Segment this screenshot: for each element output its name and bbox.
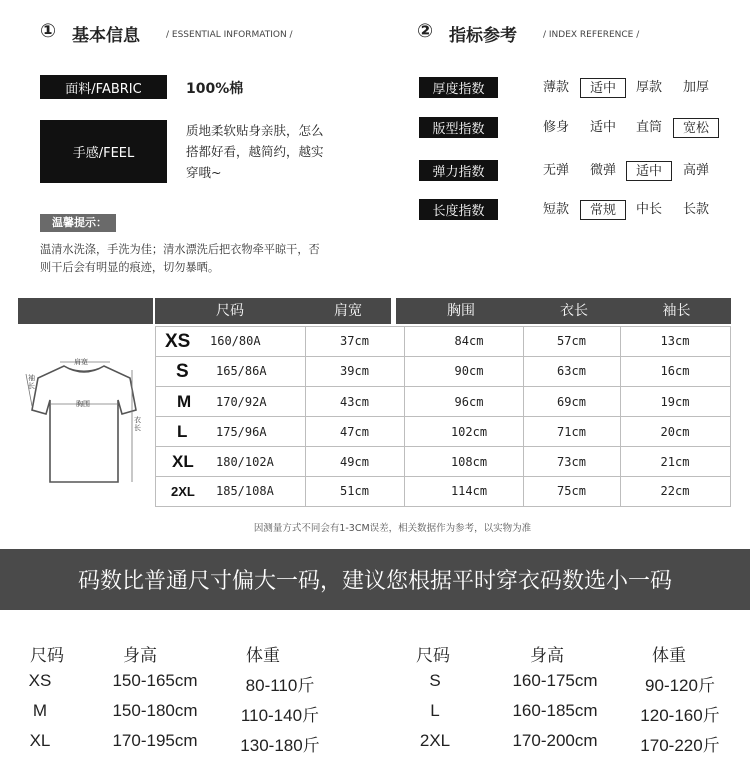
shoulder-value: 43cm <box>340 395 369 409</box>
size-code: 160/80A <box>210 334 261 348</box>
recommend-height: 170-195cm <box>112 731 198 750</box>
chest-value: 84cm <box>454 334 484 348</box>
diagram-label-sleeve: 袖长 <box>28 374 35 390</box>
table-rule <box>155 326 731 327</box>
recommend-header-height: 身高 <box>123 646 157 665</box>
index-option: 薄款 <box>542 80 569 95</box>
section2-subtitle: / INDEX REFERENCE / <box>543 30 640 40</box>
size-code: 170/92A <box>216 395 267 409</box>
table-rule <box>155 326 156 506</box>
index-option: 中长 <box>635 202 662 217</box>
recommend-height: 170-200cm <box>512 731 598 750</box>
recommend-height: 150-165cm <box>112 671 198 690</box>
size-code: 165/86A <box>216 364 267 378</box>
diagram-label-length: 衣长 <box>134 416 141 432</box>
index-label-thickness: 厚度指数 <box>419 77 498 98</box>
shoulder-value: 47cm <box>340 425 369 439</box>
size-label: M <box>177 392 192 411</box>
recommend-size: 2XL <box>419 731 451 750</box>
header-chest: 胸围 <box>447 303 475 319</box>
index-option-selected: 适中 <box>580 78 626 98</box>
index-label-fit: 版型指数 <box>419 117 498 138</box>
table-header-right <box>396 298 731 324</box>
index-option: 直筒 <box>635 120 662 135</box>
recommend-header-weight: 体重 <box>246 646 280 665</box>
index-option: 厚款 <box>635 80 662 95</box>
table-rule <box>730 326 731 506</box>
shoulder-value: 49cm <box>340 455 369 469</box>
length-value: 75cm <box>557 484 586 498</box>
header-shoulder: 肩宽 <box>334 303 362 319</box>
table-rule <box>155 386 731 387</box>
table-header-left <box>155 298 391 324</box>
recommend-header-size: 尺码 <box>30 646 64 665</box>
measurement-note: 因测量方式不同会有1-3CM误差，相关数据作为参考，以实物为准 <box>253 523 532 534</box>
table-rule <box>620 326 621 506</box>
header-sleeve: 袖长 <box>662 303 691 319</box>
size-advice-banner: 码数比普通尺寸偏大一码，建议您根据平时穿衣码数选小一码 <box>0 549 750 610</box>
size-label: XL <box>172 452 194 471</box>
tips-text <box>40 241 320 277</box>
index-option: 加厚 <box>682 80 709 95</box>
recommend-size: M <box>32 701 48 720</box>
recommend-weight: 80-110斤 <box>245 676 315 695</box>
tips-line-2: 则干后会有明显的痕迹，切勿暴晒。 <box>40 261 220 274</box>
length-value: 57cm <box>557 334 586 348</box>
recommend-header-size: 尺码 <box>416 646 450 665</box>
diagram-label-shoulder: 肩宽 <box>74 358 88 366</box>
table-rule <box>523 326 524 506</box>
recommend-size: S <box>429 671 441 690</box>
recommend-header-weight: 体重 <box>652 646 686 665</box>
recommend-weight: 120-160斤 <box>640 706 720 725</box>
index-option: 适中 <box>589 120 616 135</box>
feel-label: 手感/FEEL <box>40 120 167 183</box>
recommend-weight: 130-180斤 <box>240 736 320 755</box>
size-label: S <box>176 361 189 382</box>
recommend-height: 160-185cm <box>512 701 598 720</box>
feel-line-1: 质地柔软贴身亲肤，怎么 <box>186 123 324 138</box>
section2-title: 指标参考 <box>449 26 517 46</box>
index-option-selected: 宽松 <box>673 118 719 138</box>
table-rule <box>155 416 731 417</box>
recommend-height: 160-175cm <box>512 671 598 690</box>
recommend-size: L <box>430 701 440 720</box>
index-option-selected: 常规 <box>580 200 626 220</box>
fabric-value: 100%棉 <box>186 81 244 97</box>
shoulder-value: 51cm <box>340 484 369 498</box>
size-label: 2XL <box>171 484 195 499</box>
recommend-size: XS <box>28 671 52 690</box>
recommend-height: 150-180cm <box>112 701 198 720</box>
table-rule <box>404 326 405 506</box>
length-value: 71cm <box>557 425 586 439</box>
table-rule <box>305 326 306 506</box>
chest-value: 114cm <box>450 484 488 498</box>
size-label: L <box>177 422 188 441</box>
feel-description <box>186 120 324 183</box>
size-code: 185/108A <box>216 484 274 498</box>
sleeve-value: 13cm <box>660 334 690 348</box>
chest-value: 102cm <box>450 425 488 439</box>
recommend-header-height: 身高 <box>530 646 564 665</box>
chest-value: 108cm <box>450 455 488 469</box>
sleeve-value: 21cm <box>660 455 690 469</box>
section1-number: ① <box>40 20 57 42</box>
table-rule <box>155 476 731 477</box>
sleeve-value: 19cm <box>660 395 690 409</box>
section1-subtitle: / ESSENTIAL INFORMATION / <box>166 30 293 40</box>
fabric-label: 面料/FABRIC <box>40 75 167 99</box>
tshirt-diagram <box>18 344 148 494</box>
table-rule <box>155 446 731 447</box>
index-label-elasticity: 弹力指数 <box>419 160 498 181</box>
feel-line-3: 穿哦~ <box>186 165 222 180</box>
sleeve-value: 16cm <box>660 364 690 378</box>
shoulder-value: 37cm <box>340 334 369 348</box>
diagram-label-chest: 胸围 <box>76 400 90 408</box>
length-value: 63cm <box>557 364 586 378</box>
index-option: 长款 <box>682 202 709 217</box>
recommend-size: XL <box>29 731 51 750</box>
sleeve-value: 22cm <box>660 484 690 498</box>
length-value: 73cm <box>557 455 586 469</box>
shoulder-value: 39cm <box>340 364 369 378</box>
section1-title: 基本信息 <box>72 26 140 46</box>
table-rule <box>155 506 731 507</box>
index-option: 无弹 <box>542 163 569 178</box>
header-size: 尺码 <box>216 303 244 319</box>
tips-label: 温馨提示： <box>40 214 116 232</box>
index-option-selected: 适中 <box>626 161 672 181</box>
recommend-weight: 170-220斤 <box>640 736 720 755</box>
size-code: 175/96A <box>216 425 267 439</box>
feel-line-2: 搭都好看，越简约，越实 <box>186 144 324 159</box>
header-length: 衣长 <box>560 303 588 319</box>
sleeve-value: 20cm <box>660 425 690 439</box>
index-option: 高弹 <box>682 163 709 178</box>
size-code: 180/102A <box>216 455 274 469</box>
index-option: 短款 <box>542 202 569 217</box>
recommend-weight: 90-120斤 <box>645 676 715 695</box>
size-label: XS <box>165 331 191 352</box>
index-option: 微弹 <box>589 163 616 178</box>
table-rule <box>155 356 731 357</box>
chest-value: 96cm <box>454 395 484 409</box>
recommend-weight: 110-140斤 <box>240 706 320 725</box>
table-header-blank <box>18 298 153 324</box>
section2-number: ② <box>417 20 434 42</box>
chest-value: 90cm <box>454 364 484 378</box>
index-option: 修身 <box>542 120 569 135</box>
tips-line-1: 温清水洗涤，手洗为佳；清水漂洗后把衣物牵平晾干，否 <box>40 243 320 256</box>
length-value: 69cm <box>557 395 586 409</box>
index-label-length: 长度指数 <box>419 199 498 220</box>
